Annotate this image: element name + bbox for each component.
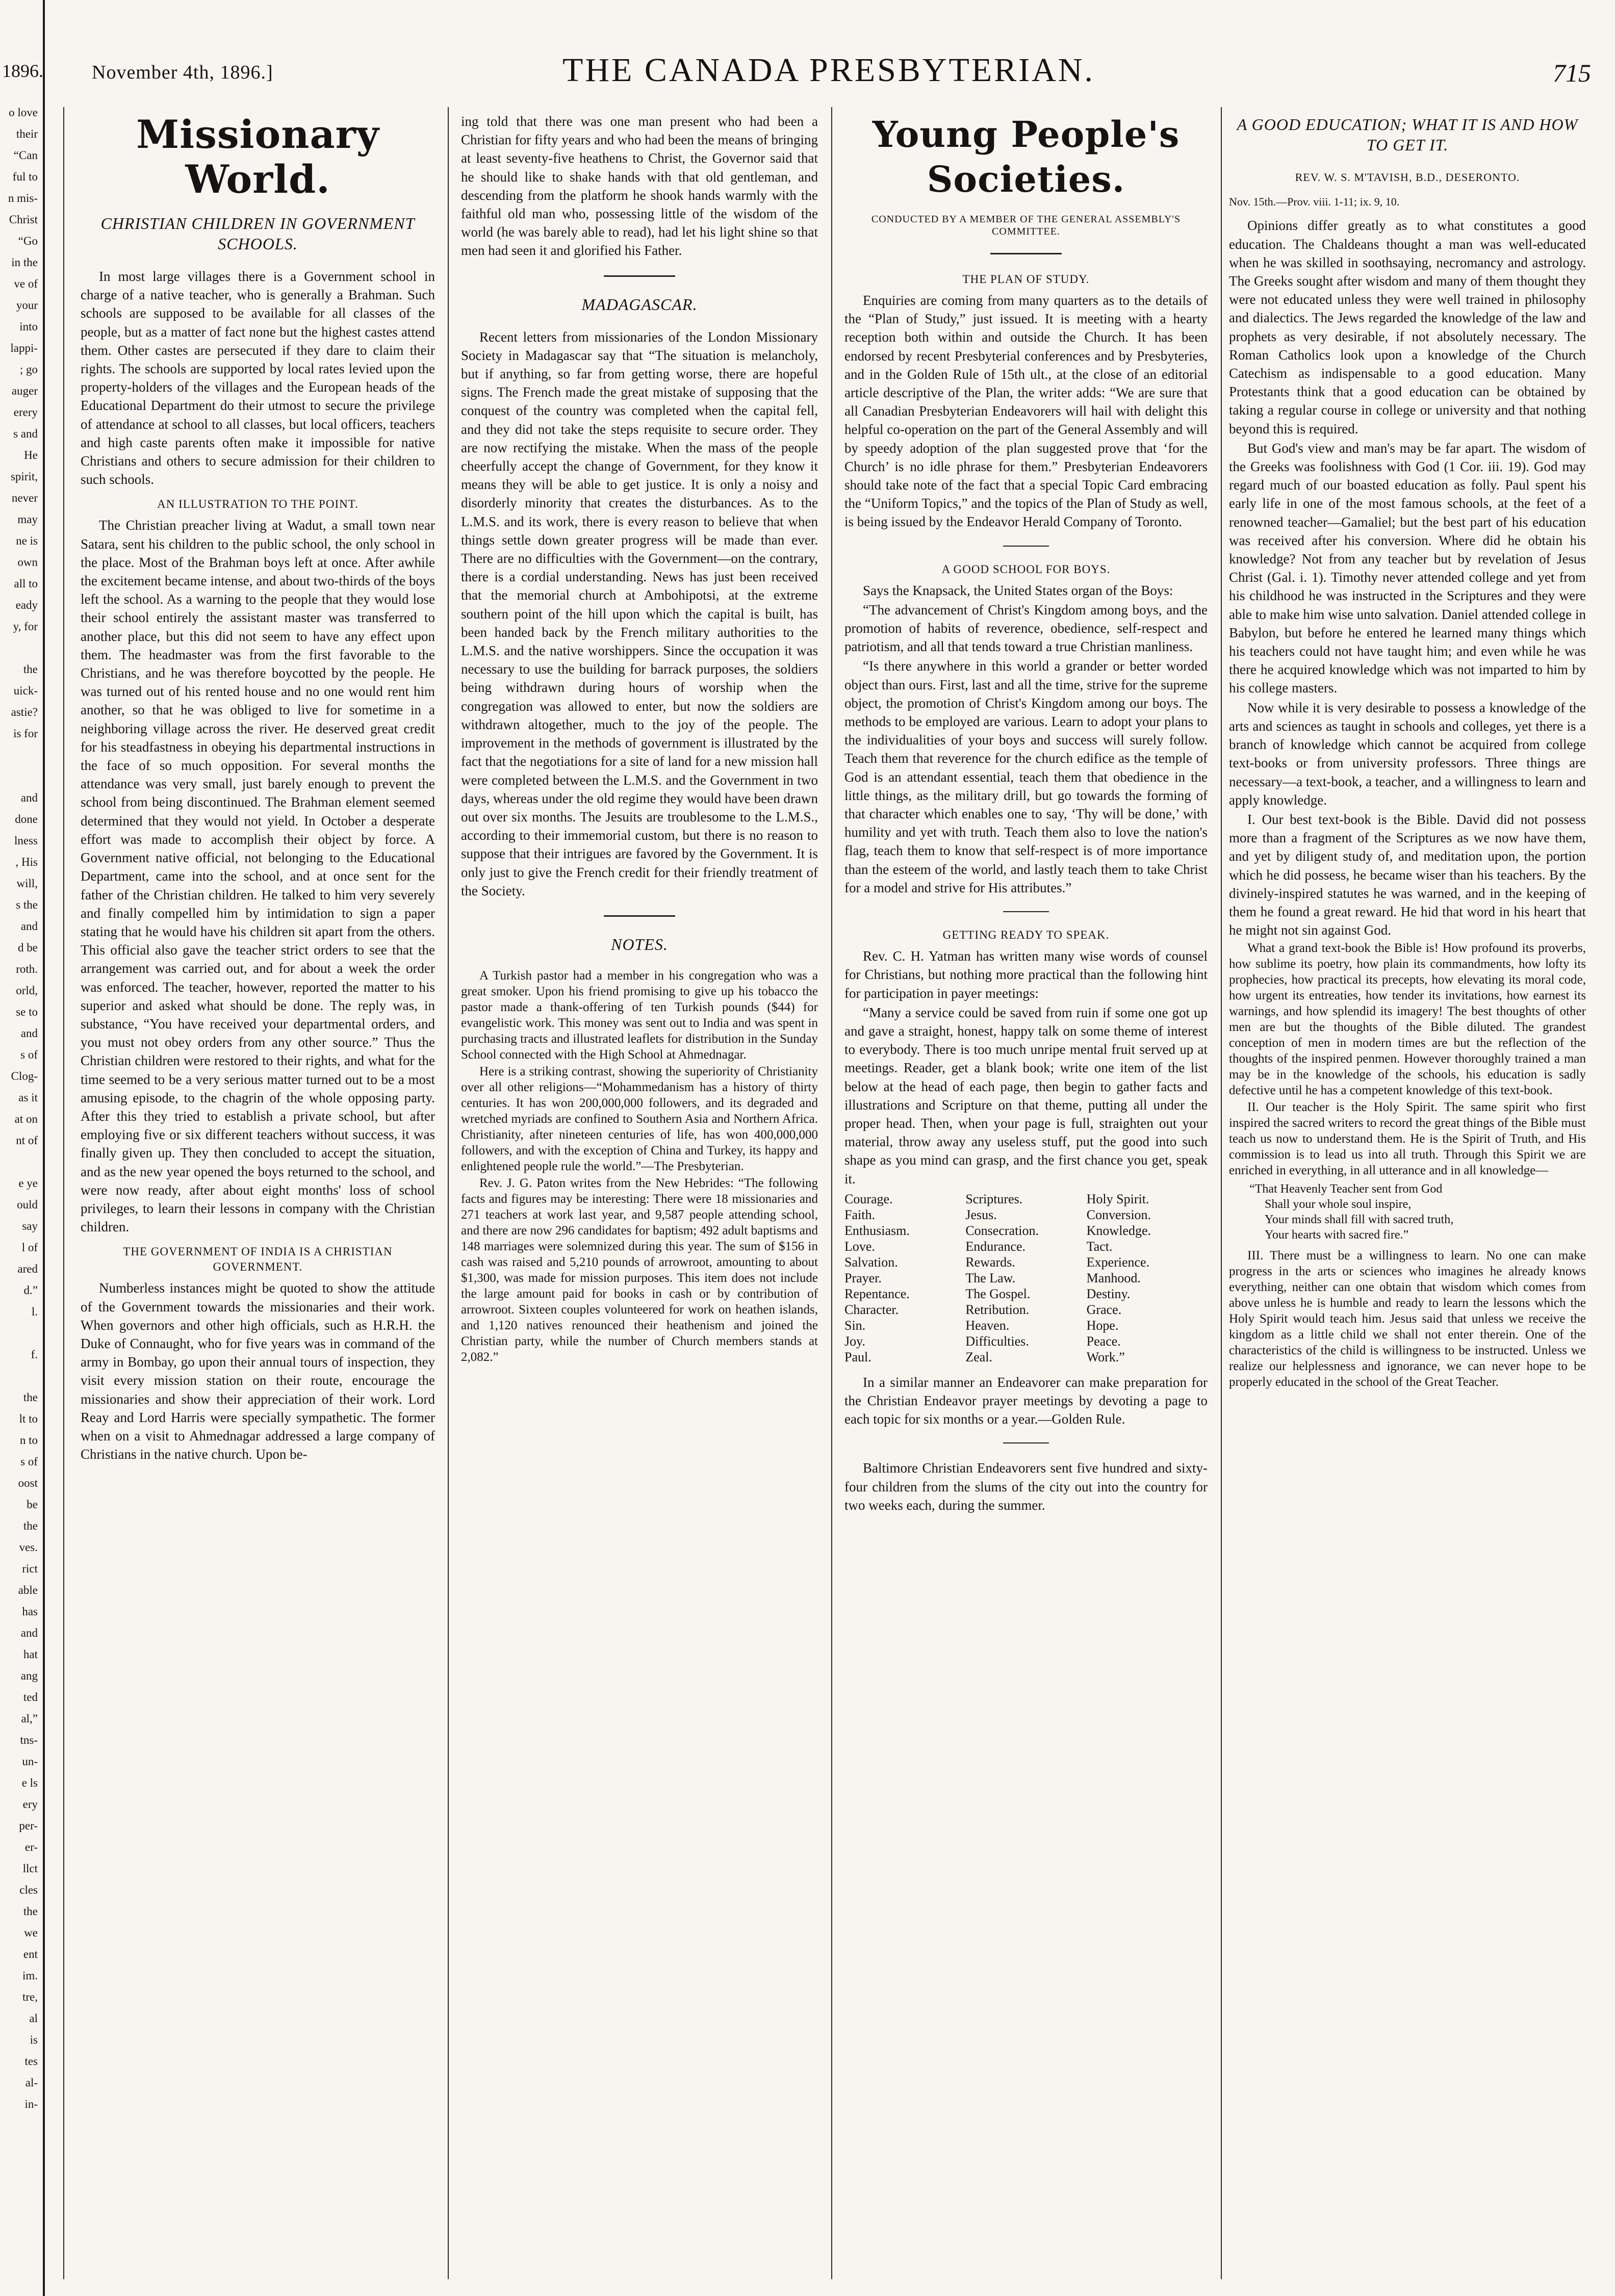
strip-fragment: im. (22, 1969, 38, 1982)
strip-fragment: ; go (19, 363, 38, 376)
strip-fragment: s of (20, 1455, 38, 1468)
verse-line: “That Heavenly Teacher sent from God (1249, 1182, 1443, 1196)
topic-item: Destiny. (1086, 1286, 1131, 1301)
article-title: NOTES. (611, 935, 668, 953)
strip-fragment: llct (22, 1862, 38, 1875)
paragraph: A Turkish pastor had a member in his congregation who was a great smoker. Upon his friend promising to give up his tobacco the pastor made a thank-offering of ten Turkish pounds ($44) for evangelistic work. This money was sent out to India and was spent in purchasing tracts and illustrated leaflets for distribution in the Sunday School connected with the High School at Ahmednagar. (461, 968, 818, 1062)
article-title: CHRISTIAN CHILDREN IN GOVERNMENT SCHOOLS. (100, 214, 415, 253)
strip-fragment: done (15, 813, 38, 825)
strip-fragment: se to (16, 1005, 38, 1018)
strip-fragment: l. (31, 1305, 38, 1318)
verse-line: Your hearts with sacred fire.” (1265, 1228, 1409, 1242)
section-title: Young People's Societies. (872, 113, 1180, 200)
strip-fragment: eady (15, 599, 38, 611)
strip-fragment: astie? (11, 706, 38, 718)
strip-fragment: cles (19, 1884, 38, 1896)
strip-fragment: al,” (21, 1712, 38, 1725)
strip-fragment: we (24, 1926, 38, 1939)
section-byline: CONDUCTED BY A MEMBER OF THE GENERAL ASSEMBLY'S COMMITTEE. (871, 214, 1181, 237)
strip-fragment: l of (21, 1241, 38, 1254)
strip-fragment: ared (17, 1262, 38, 1275)
divider (990, 253, 1062, 254)
paragraph: “Is there anywhere in this world a grander or better worded object than ours. First, last and all the time, strive for the supreme object, the promotion of Christ's Kingdom among our boys. The methods to be employed are various. Learn to adopt your plans to the individualities of your boys and success will surely follow. Teach them that reverence for the church edifice as the temple of God is an attendant essential, teach them that obedience in the little things, as the military drill, but go towards the forming of that character which enables one to say, ‘Thy will be done,’ with humility and yet with truth. Teach them also to love the nation's flag, teach them to know that self-respect is of more importance than the esteem of the world, and lastly teach them to take Christ for a model and strive for His attributes.” (844, 658, 1208, 895)
strip-fragment (0, 1151, 38, 1173)
strip-fragment: as it (18, 1091, 38, 1104)
topic-item: Enthusiasm. (844, 1223, 910, 1238)
topic-item: Faith. (844, 1207, 875, 1222)
strip-fragment: al (29, 2012, 38, 2025)
paragraph: In most large villages there is a Government school in charge of a native teacher, who is generally a Brahman. Such schools are supposed to be available for all classes of the people, but as a matter of fact none but the highest castes attend them. Other castes are persecuted if they dare to claim their rights. The schools are supported by local rates levied upon the property-holders of the villages and the European heads of the Educational Department do their utmost to secure the privilege of attendance at school to all classes, but local officers, teachers and high caste parents often make it impossible for native Christians and others to secure admission for their children to such schools. (81, 269, 435, 487)
strip-fragment: and (20, 920, 38, 933)
column-missionary-world (81, 112, 435, 2274)
strip-fragment: the (23, 1519, 38, 1532)
strip-fragment: ves. (19, 1541, 38, 1554)
topic-item: Endurance. (965, 1239, 1026, 1254)
strip-fragment: ve of (14, 277, 38, 290)
topic-item: Jesus. (965, 1207, 997, 1222)
paragraph: Recent letters from missionaries of the London Missionary Society in Madagascar say that “The situation is melancholy, but if anything, so far from getting worse, there are hopeful signs. The French made the great mistake of supposing that the conquest of the country was completed when the capital fell, and they did not take the steps requisite to secure order. They are now rectifying the mistake. When the mass of the people cheerfully accept the change of Government, for they know it means they will be able to get justice. It is only a noisy and disorderly minority that creates the disturbances. As to the L.M.S. and its work, there is every reason to believe that when things settle down greater progress will be made than ever. There are no difficulties with the Government—on the contrary, there is a cordial understanding. News has just been received that the memorial church at Ambohipotsi, at the extreme southern point of the hill upon which the capital is built, has been handed back by the French military authorities to the L.M.S. and the native worshippers. Since the occupation it was necessary to use the building for barrack purposes, the soldiers being withdrawn during hours of worship when the congregation was allowed to enter, but now the soldiers are withdrawn altogether, much to the joy of the people. The improvement in the methods of government is illustrated by the fact that the negotiations for a site of land for a new mission hall were completed between the L.M.S. and the Government in two days, whereas under the old regime they would have been drawn out over six months. The Jesuits are troublesome to the L.M.S., according to their immemorial custom, but there is no reason to suppose that their intrigues are favored by the Government. It is only just to give the French credit for their friendly treatment of the Society. (461, 329, 818, 898)
topic-item: Tact. (1086, 1239, 1113, 1254)
strip-fragment: ted (23, 1691, 38, 1704)
subheading: GETTING READY TO SPEAK. (942, 928, 1110, 942)
topic-item: Salvation. (844, 1254, 898, 1270)
strip-fragment: “Go (18, 235, 38, 247)
divider (604, 915, 675, 917)
strip-fragment: into (19, 320, 38, 333)
strip-fragment: their (16, 127, 38, 140)
topic-item: Manhood. (1086, 1270, 1141, 1285)
divider (1003, 1442, 1049, 1443)
strip-fragment: n mis- (8, 192, 38, 204)
topic-item: Repentance. (844, 1286, 910, 1301)
strip-fragment: the (23, 663, 38, 676)
verse-line: Your minds shall fill with sacred truth, (1265, 1213, 1454, 1227)
strip-fragment: roth. (16, 963, 38, 975)
topic-item: Joy. (844, 1333, 865, 1349)
paragraph: Baltimore Christian Endeavorers sent five hundred and sixty-four children from the slums of the city out into the country for two weeks each, during the summer. (844, 1460, 1208, 1513)
topic-item: Love. (844, 1239, 875, 1254)
topic-item: The Gospel. (965, 1286, 1031, 1301)
topic-item: Rewards. (965, 1254, 1015, 1270)
topic-item: Character. (844, 1302, 899, 1317)
topic-item: Work.” (1086, 1349, 1125, 1364)
paragraph: Rev. J. G. Paton writes from the New Hebrides: “The following facts and figures may be interesting: There were 18 missionaries and 271 teachers at work last year, and 9,587 people attending school, and there are now 296 candidates for baptism; 492 adult baptisms and 148 marriages were solemnized during this year. The sum of $156 in cash was raised and 5,210 pounds of arrowroot, amounting to about $1,300, was made for mission purposes. This item does not include the large amount paid for books in cash or by contribution of arrowroot. Sixteen couples volunteered for work on heathen islands, and 1,120 natives renounced their heathenism and joined the Christian party, while the number of Church members stands at 2,082.” (461, 1176, 818, 1364)
paragraph: “The advancement of Christ's Kingdom among boys, and the promotion of habits of reverence, obedience, self-respect and patriotism, and all that tends toward a true Christian manliness. (844, 602, 1208, 655)
page-year: 1896. (2, 61, 43, 81)
strip-fragment: will, (16, 877, 38, 890)
strip-fragment: and (20, 1027, 38, 1040)
strip-fragment: ould (17, 1198, 38, 1211)
strip-fragment: tns- (20, 1734, 38, 1746)
topic-item: Peace. (1086, 1333, 1121, 1349)
strip-fragment: ful to (12, 170, 38, 183)
paragraph: Here is a striking contrast, showing the superiority of Christianity over all other religions—“Mohammedanism has a history of thirty centuries. It has won 200,000,000 followers, and its degraded and wretched myriads are confined to Southern Asia and Northern Africa. Christianity, after nineteen centuries of life, has won 400,000,000 followers, and with the exception of China and Turkey, its happy and enlightened people rule the world.”—The Presbyterian. (461, 1064, 818, 1173)
topic-item: Grace. (1086, 1302, 1122, 1317)
strip-fragment: the (23, 1905, 38, 1918)
strip-fragment: at on (14, 1113, 38, 1125)
strip-fragment: er- (24, 1841, 38, 1853)
paragraph: Numberless instances might be quoted to show the attitude of the Government towards the missionaries and their work. When governors and other high officials, such as H.R.H. the Duke of Connaught, who for five years was in command of the army in Bombay, go upon their annual tours of inspection, they visit every mission station on their route, encourage the missionaries and show their appreciation of their work. Lord Reay and Lord Harris were specially sympathetic. The former when on a visit to Ahmednagar addressed a large company of Christians in the native church. Upon be- (81, 1280, 435, 1462)
strip-fragment: erery (13, 406, 38, 419)
topic-item: Difficulties. (965, 1333, 1029, 1349)
strip-fragment: has (22, 1605, 38, 1618)
article-title: A GOOD EDUCATION; WHAT IT IS AND HOW TO GET IT. (1237, 115, 1578, 154)
paragraph: “Many a service could be saved from ruin if some one got up and gave a straight, honest, happy talk on some theme of interest to everybody. There is too much unripe mental fruit served up at meetings. Reader, get a blank book; write one item of the list below at the head of each page, then begin to gather facts and illustrations and Scripture on that theme, putting all under the proper head. Then, when your page is full, straighten out your material, throw away any useless stuff, put the good into such shape as you mind can grasp, and the first chance you get, speak it. (844, 1004, 1208, 1186)
paragraph: The Christian preacher living at Wadut, a small town near Satara, sent his children to the public school, the only school in the place. Most of the Brahman boys left at once. After awhile the excitement became intense, and about two-thirds of the boys left the school. As a warning to the people that they would lose their school entirely the assistant master was transferred to another place, but this did not seem to have any effect upon them. The headmaster was from the first favorable to the Christians, and he was therefore boycotted by the people. He was turned out of his rented house and no one would rent him another, so that he was obliged to live for sometime in a neighboring village across the river. He deserved great credit for his steadfastness in obeying his departmental instructions in the face of so much opposition. For several months the attendance was very small, just barely enough to prevent the school from being discontinued. The Brahman element seemed determined that they would not yield. In October a desperate effort was made to accomplish their object by force. A Government native official, not belonging to the Educational Department, came into the school, and at once sent for the father of the Christian children. He talked to him very severely and finally compelled him by intimidation to sign a paper stating that he would have his children sit apart from the others. This official also gave the teacher strict orders to see that the arrangement was carried out, and for about a week the order was enforced. The teacher, however, reported the matter to his superior and asked what should be done. The reply was, in substance, “You have received your departmental orders, and you must not obey orders from any other source.” Thus the Christian children were restored to their rights, and what for the time seemed to be a very serious matter turned out to be a most amusing episode, to the chagrin of the whole opposing party. After this they tried to establish a private school, but after employing five or six different teachers without success, it was finally given up. They then concluded to accept the situation, and as the new year opened the boys returned to the school, and were now ready, after about eight months' loss of school privileges, to learn their lessons in company with the Christian children. (81, 518, 435, 1235)
author-byline: REV. W. S. M'TAVISH, B.D., DESERONTO. (1295, 171, 1520, 184)
strip-fragment: ent (23, 1948, 38, 1960)
strip-fragment: spirit, (10, 470, 38, 483)
paragraph: Now while it is very desirable to possess a knowledge of the arts and sciences as taught in schools and colleges, yet there is a branch of knowledge which cannot be acquired from college text-books or from university professors. Three things are necessary—a text-book, a teacher, and a willingness to learn and apply knowledge. (1229, 700, 1586, 808)
subheading: THE GOVERNMENT OF INDIA IS A CHRISTIAN GOVERNMENT. (123, 1245, 393, 1274)
column-young-peoples-societies (844, 112, 1208, 2274)
strip-fragment: ery (22, 1798, 38, 1811)
subheading: THE PLAN OF STUDY. (962, 273, 1090, 286)
strip-fragment: e ls (21, 1776, 38, 1789)
strip-fragment: tes (24, 2055, 38, 2068)
paragraph: But God's view and man's may be far apart. The wisdom of the Greeks was foolishness with God (1 Cor. iii. 19). God may regard much of our boasted education as folly. Paul spent his early life in one of the most famous schools, at the feet of a renowned teacher—Gamaliel; but the best part of his education was received after his conversion. Where did he obtain his knowledge? Not from any teacher but by revelation of Jesus Christ (Gal. i. 1). Timothy never attended college and yet from his childhood he was instructed in the Scriptures and they were able to make him wise unto salvation. Daniel attended college in Babylon, but before he entered he learned many things which his teachers could not have taught him; and even while he was there he acquired knowledge which was not imparted to him by his college masters. (1229, 440, 1586, 696)
topic-item: Knowledge. (1086, 1223, 1151, 1238)
topic-item: Courage. (844, 1191, 893, 1206)
topic-item: Scriptures. (965, 1191, 1023, 1206)
column-rule (831, 107, 832, 2279)
column-rule (1221, 107, 1222, 2279)
strip-fragment: be (27, 1498, 38, 1511)
strip-fragment: say (22, 1220, 38, 1232)
strip-fragment: al- (25, 2076, 38, 2089)
topic-item: Sin. (844, 1318, 866, 1333)
topic-item: Heaven. (965, 1318, 1010, 1333)
divider (1003, 546, 1049, 547)
strip-fragment: s the (16, 898, 38, 911)
strip-fragment: He (24, 449, 38, 461)
strip-fragment: and (20, 791, 38, 804)
topic-item: Holy Spirit. (1086, 1191, 1149, 1206)
strip-fragment: ne is (16, 534, 38, 547)
strip-fragment: own (17, 556, 38, 569)
hymn-verse (1249, 1181, 1586, 1243)
strip-fragment: is (30, 2033, 38, 2046)
topic-item: Conversion. (1086, 1207, 1151, 1222)
subheading: A GOOD SCHOOL FOR BOYS. (941, 562, 1111, 576)
strip-fragment: may (17, 513, 38, 526)
strip-fragment: , His (15, 856, 38, 868)
strip-fragment: lness (14, 834, 38, 847)
strip-fragment (0, 637, 38, 659)
paragraph: Rev. C. H. Yatman has written many wise words of counsel for Christians, but nothing more practical than the following hint for participation in payer meetings: (844, 948, 1208, 1001)
strip-fragment: in the (11, 256, 38, 269)
strip-fragment: Clog- (11, 1070, 38, 1082)
strip-fragment: the (23, 1391, 38, 1404)
page-header (2, 49, 1606, 90)
strip-fragment (0, 1323, 38, 1344)
paragraph: II. Our teacher is the Holy Spirit. The same spirit who first inspired the sacred writers to record the great things of the Bible must teach us now to understand them. He is the Spirit of Truth, and His commission is to lead us into all truth. Through this Spirit we are enriched in everything, in all utterance and in all knowledge— (1229, 1100, 1586, 1178)
strip-fragment: orld, (16, 984, 38, 997)
strip-fragment: able (18, 1584, 38, 1596)
topic-item: The Law. (965, 1270, 1016, 1285)
subheading: AN ILLUSTRATION TO THE POINT. (157, 498, 358, 511)
paragraph: I. Our best text-book is the Bible. David did not possess more than a fragment of the Scriptures as we now have them, and yet by diligent study of, and meditation upon, the portion which he did possess, he became wiser than his teachers. By the divinely-inspired statutes he was warned, and in the keeping of them he found a great reward. He hid that word in his heart that he might not sin against God. (1229, 811, 1586, 938)
topic-item: Zeal. (965, 1349, 993, 1364)
strip-fragment (0, 744, 38, 766)
strip-fragment: nt of (16, 1134, 38, 1147)
adjacent-page-fragment (0, 0, 45, 2296)
verse-line: Shall your whole soul inspire, (1265, 1198, 1412, 1211)
strip-fragment: is for (13, 727, 38, 740)
strip-fragment: rict (22, 1562, 38, 1575)
topic-item: Retribution. (965, 1302, 1030, 1317)
paragraph: Says the Knapsack, the United States organ of the Boys: (863, 582, 1173, 598)
strip-fragment: s and (13, 427, 38, 440)
column-good-education (1229, 112, 1586, 2274)
strip-fragment: e ye (18, 1177, 38, 1190)
strip-fragment: o love (9, 106, 38, 119)
paragraph: What a grand text-book the Bible is! How profound its proverbs, how sublime its poetry, how plain its commandments, how lofty its prophecies, how practical its precepts, how elevating its moral code, how urgent its entreaties, how tender its invitations, how earnest its warnings, and how splendid its imagery! The best thoughts of other men are but the thoughts of the Bible diluted. The grandest conception of men in modern times are but the reflection of the thoughts of the inspired penmen. However thoroughly trained a man may be in the knowledge of the schools, his education is sadly defective until he has a competent knowledge of this text-book. (1229, 941, 1586, 1098)
paragraph: Opinions differ greatly as to what constitutes a good education. The Chaldeans thought a man was well-educated when he was skilled in soothsaying, necromancy and astrology. The Greeks sought after wisdom and many of them thought they were not educated unless they were well trained in philosophy and dialectics. The Jews regarded the knowledge of the law and prophets as very desirable, if not absolutely necessary. The Roman Catholics look upon a knowledge of the Church Catechism as indispensable to a good education. Many Protestants think that a good education can be obtained by taking a regular course in college or university and that nothing beyond this is required. (1229, 218, 1586, 436)
strip-fragment: your (16, 299, 38, 312)
scripture-reference: Nov. 15th.—Prov. viii. 1-11; ix. 9, 10. (1229, 195, 1400, 209)
paragraph: ing told that there was one man present who had been a Christian for fifty years and who had been the means of bringing at least seventy-five heathens to Christ, the Governor said that he should like to shake hands with that old gentleman, and descending from the platform he shook hands warmly with the faithful old man who, possessing little of the wisdom of the world (he was barely able to read), had let his light shine so that men had seen it and glorified his Father. (461, 114, 818, 259)
strip-fragment: and (20, 1627, 38, 1639)
strip-fragment: all to (14, 577, 38, 590)
strip-fragment: uick- (13, 684, 38, 697)
topic-item: Experience. (1086, 1254, 1150, 1270)
topic-item: Paul. (844, 1349, 871, 1364)
strip-fragment (0, 766, 38, 787)
strip-fragment: y, for (13, 620, 38, 633)
strip-fragment: never (11, 492, 38, 504)
topic-item: Hope. (1086, 1318, 1119, 1333)
divider (1003, 911, 1049, 912)
strip-fragment: d.” (23, 1284, 38, 1297)
strip-fragment: auger (11, 384, 38, 397)
strip-fragment: tre, (22, 1991, 38, 2003)
page-number: 715 (1553, 59, 1591, 87)
strip-fragment: s of (20, 1048, 38, 1061)
masthead-title: THE CANADA PRESBYTERIAN. (562, 51, 1095, 89)
article-title: MADAGASCAR. (581, 295, 698, 314)
strip-fragment: n to (19, 1434, 38, 1447)
strip-fragment: “Can (13, 149, 38, 162)
topic-item: Consecration. (965, 1223, 1039, 1238)
column-rule (63, 107, 64, 2279)
paragraph: In a similar manner an Endeavorer can make preparation for the Christian Endeavor prayer meetings by devoting a page to each topic for six months or a year.—Golden Rule. (844, 1374, 1208, 1427)
topic-item: Prayer. (844, 1270, 882, 1285)
strip-fragment: oost (18, 1477, 38, 1489)
paragraph: III. There must be a willingness to learn. No one can make progress in the arts or sciences who imagines he already knows everything, neither can one obtain that wisdom which comes from above unless he is humble and ready to learn the lessons which the Holy Spirit would teach him. Jesus said that unless we receive the kingdom as a little child we shall not enter therein. One of the characteristics of the child is willingness to be instructed. Unless we realize our helplessness and ignorance, we can never hope to be properly educated in the school of the Great Teacher. (1229, 1249, 1586, 1389)
strip-fragment: ang (20, 1669, 38, 1682)
strip-fragment: lappi- (10, 342, 38, 354)
strip-fragment: in- (24, 2098, 38, 2110)
strip-fragment (0, 1365, 38, 1387)
strip-fragment: un- (22, 1755, 38, 1768)
strip-fragment: d be (18, 941, 38, 954)
strip-fragment: f. (31, 1348, 38, 1361)
topic-list (844, 1191, 1208, 1365)
paragraph: Enquiries are coming from many quarters as to the details of the “Plan of Study,” just issued. It is meeting with a hearty reception both within and outside the Church. It has been endorsed by recent Presbyterial conferences and by Presbyteries, and in the Golden Rule of 15th ult., at the close of an editorial article descriptive of the Plan, the writer adds: “We are sure that all Canadian Presbyterian Endeavorers will hail with delight this helpful co-operation on the part of the General Assembly and will by speedy adoption of the plan suggested prove that ‘for the Church’ is no idle phrase for them.” Presbyterian Endeavorers should take note of the fact that a special Topic Card embracing the “Uniform Topics,” and the topics of the Plan of Study as well, is being issued by the Endeavor Herald Company of Toronto. (844, 293, 1208, 530)
divider (604, 275, 675, 277)
column-rule (448, 107, 449, 2279)
column-madagascar-notes (461, 112, 818, 2274)
strip-fragment: lt to (19, 1412, 38, 1425)
strip-fragment: per- (19, 1819, 38, 1832)
section-title: Missionary World. (136, 112, 379, 202)
strip-fragment: Christ (9, 213, 38, 226)
issue-date: November 4th, 1896.] (92, 62, 273, 83)
strip-fragment: hat (23, 1648, 38, 1661)
